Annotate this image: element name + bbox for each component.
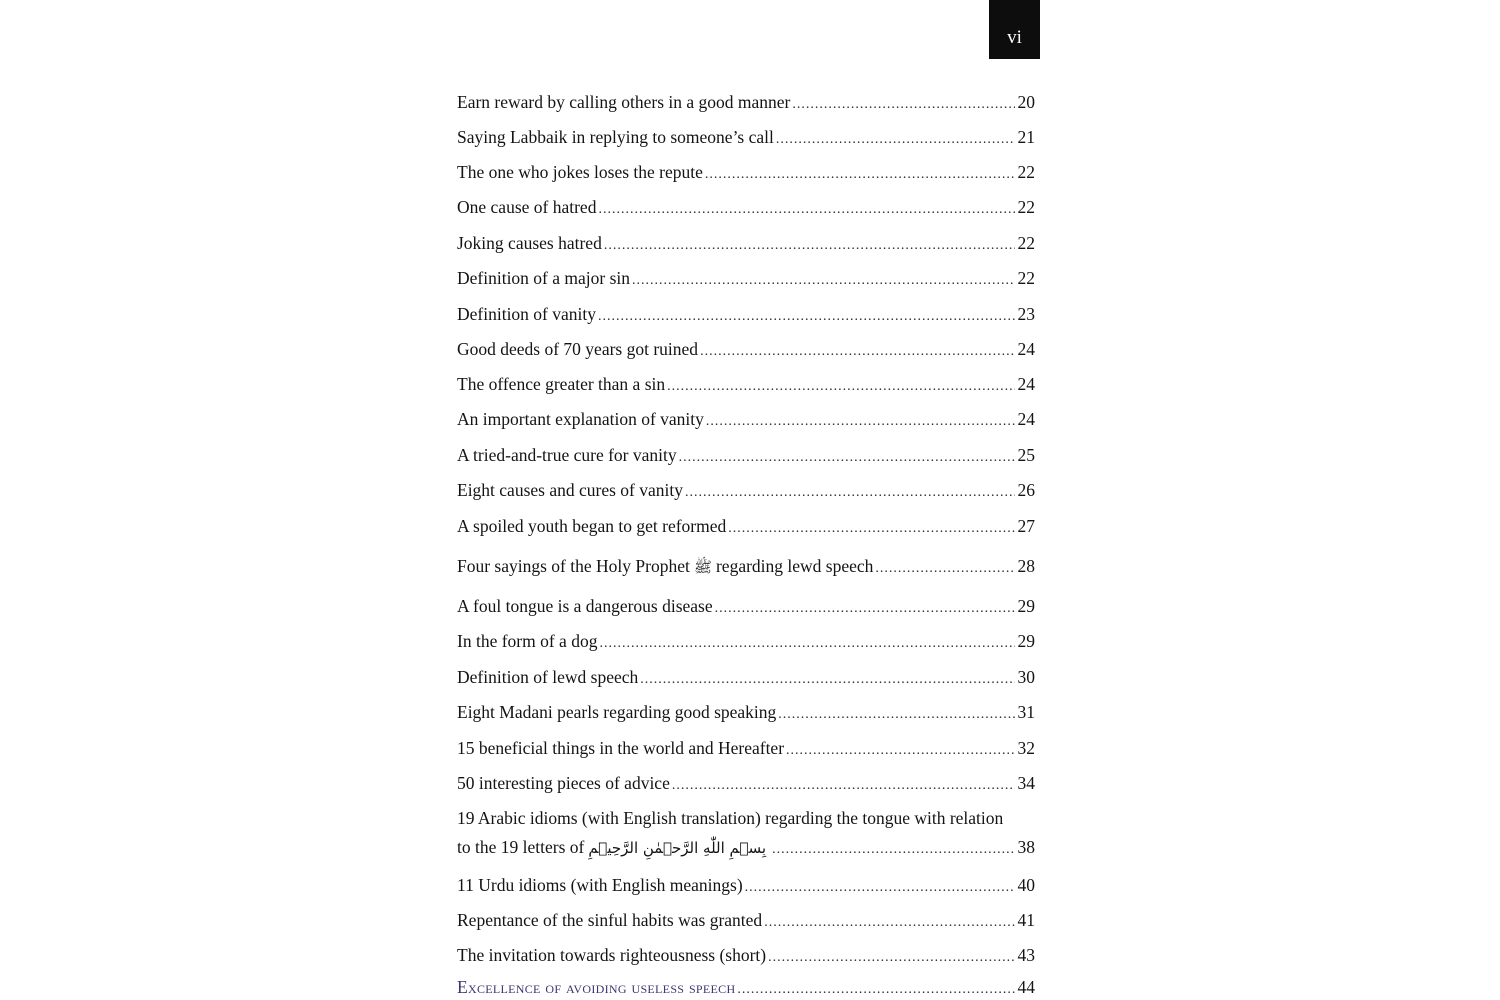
toc-entry[interactable] — [457, 513, 1035, 539]
toc-entry-title: The invitation towards righteousness (short) — [457, 945, 767, 965]
toc-entry[interactable] — [457, 942, 1035, 968]
toc-entry[interactable] — [457, 735, 1035, 761]
dot-leader — [728, 516, 1014, 542]
toc-entry-title: One cause of hatred — [457, 197, 597, 217]
toc-entry-page: 27 — [1017, 516, 1035, 536]
toc-entry[interactable] — [457, 805, 1035, 861]
toc-entry[interactable] — [457, 477, 1035, 503]
toc-entry-page: 40 — [1017, 875, 1035, 895]
toc-entry-page: 23 — [1017, 304, 1035, 324]
toc-entry-title — [457, 553, 873, 580]
toc-entry-title: A tried-and-true cure for vanity — [457, 445, 677, 465]
dot-leader — [706, 409, 1015, 435]
dot-leader — [632, 268, 1014, 294]
toc-entry[interactable] — [457, 265, 1035, 291]
dot-leader — [604, 233, 1015, 259]
dot-leader — [598, 197, 1014, 223]
toc-entry-page: 24 — [1017, 339, 1035, 359]
toc-entry[interactable] — [457, 89, 1035, 115]
bismillah-glyph: بِسۡمِ اللّٰهِ الرَّحۡمٰنِ الرَّحِيۡمِ — [588, 839, 767, 857]
dot-leader — [679, 445, 1015, 471]
toc-entry[interactable] — [457, 301, 1035, 327]
toc-entry-page: 22 — [1017, 268, 1035, 288]
toc-entry-page: 24 — [1017, 374, 1035, 394]
toc-entry[interactable] — [457, 159, 1035, 185]
toc-entry-page: 22 — [1017, 162, 1035, 182]
toc-entry-title: A foul tongue is a dangerous disease — [457, 596, 713, 616]
toc-entry-title-part: regarding lewd speech — [715, 556, 874, 576]
toc-entry[interactable] — [457, 593, 1035, 619]
toc-entry-title: The one who jokes loses the repute — [457, 162, 703, 182]
toc-entry-title: Repentance of the sinful habits was granted — [457, 910, 763, 930]
toc-entry-title: Definition of vanity — [457, 304, 597, 324]
toc-entry[interactable] — [457, 699, 1035, 725]
toc-entry[interactable] — [457, 230, 1035, 256]
toc-entry-page: 21 — [1017, 127, 1035, 147]
toc-entry-page: 26 — [1017, 480, 1035, 500]
dot-leader — [764, 910, 1014, 936]
dot-leader — [745, 875, 1015, 901]
toc-entry-title: 15 beneficial things in the world and Hereafter — [457, 738, 785, 758]
toc-entry-title-line2 — [457, 833, 1035, 861]
toc-entry-page: 41 — [1017, 910, 1035, 930]
toc-entry-page: 31 — [1017, 702, 1035, 722]
toc-entry-page: 43 — [1017, 945, 1035, 965]
toc-entry[interactable] — [457, 124, 1035, 150]
dot-leader — [737, 977, 1014, 1000]
toc-entry[interactable] — [457, 770, 1035, 796]
toc-entry-title: 11 Urdu idioms (with English meanings) — [457, 875, 743, 895]
toc-entry-page: 22 — [1017, 197, 1035, 217]
toc-entry[interactable] — [457, 553, 1035, 579]
toc-entry-page: 30 — [1017, 667, 1035, 687]
toc-entry-page: 38 — [1017, 837, 1035, 857]
dot-leader — [772, 836, 1014, 864]
toc-entry-title: Eight Madani pearls regarding good speaking — [457, 702, 777, 722]
toc-entry-title: Excellence of avoiding useless speech — [457, 977, 736, 997]
toc-entry-page: 25 — [1017, 445, 1035, 465]
toc-entry-page: 44 — [1017, 977, 1035, 997]
toc-entry-page: 34 — [1017, 773, 1035, 793]
dot-leader — [776, 127, 1015, 153]
toc-entry-title-part: Four sayings of the Holy Prophet — [457, 556, 690, 576]
toc-entry-title: Eight causes and cures of vanity — [457, 480, 683, 500]
dot-leader — [672, 773, 1015, 799]
page-number: vi — [1007, 27, 1022, 48]
toc-entry[interactable] — [457, 872, 1035, 898]
toc-entry-page: 22 — [1017, 233, 1035, 253]
toc-entry[interactable] — [457, 336, 1035, 362]
dot-leader — [778, 702, 1014, 728]
toc-entry-title: In the form of a dog — [457, 631, 598, 651]
toc-entry-title: Good deeds of 70 years got ruined — [457, 339, 699, 359]
toc-entry-title-part: to the 19 letters of — [457, 837, 585, 857]
toc-entry-page: 29 — [1017, 631, 1035, 651]
toc-entry-title: Definition of lewd speech — [457, 667, 639, 687]
dot-leader — [792, 92, 1014, 118]
dot-leader — [715, 596, 1015, 622]
toc-entry-title: 50 interesting pieces of advice — [457, 773, 670, 793]
toc-entry[interactable] — [457, 442, 1035, 468]
dot-leader — [768, 945, 1014, 971]
toc-entry[interactable] — [457, 907, 1035, 933]
toc-entry[interactable] — [457, 371, 1035, 397]
toc-entry-page: 24 — [1017, 409, 1035, 429]
toc-entry-title: The offence greater than a sin — [457, 374, 666, 394]
toc-entry[interactable] — [457, 194, 1035, 220]
dot-leader — [598, 304, 1014, 330]
toc-entry-page: 29 — [1017, 596, 1035, 616]
dot-leader — [875, 556, 1014, 582]
dot-leader — [685, 480, 1015, 506]
toc-entry-page: 32 — [1017, 738, 1035, 758]
toc-entry-title: Definition of a major sin — [457, 268, 631, 288]
dot-leader — [640, 667, 1014, 693]
toc-entry[interactable] — [457, 628, 1035, 654]
toc-section-heading[interactable] — [457, 974, 1035, 1000]
toc-entry-title-line1: 19 Arabic idioms (with English translation) regarding the tongue with relation — [457, 808, 1004, 828]
toc-entry-page: 20 — [1017, 92, 1035, 112]
toc-entry-page: 28 — [1017, 556, 1035, 576]
dot-leader — [786, 738, 1014, 764]
dot-leader — [700, 339, 1014, 365]
dot-leader — [667, 374, 1014, 400]
dot-leader — [705, 162, 1015, 188]
toc-entry-title: Earn reward by calling others in a good manner — [457, 92, 791, 112]
toc-entry-title: A spoiled youth began to get reformed — [457, 516, 727, 536]
toc-entry[interactable] — [457, 406, 1035, 432]
toc-entry-title: Saying Labbaik in replying to someone’s call — [457, 127, 774, 147]
toc-entry[interactable] — [457, 664, 1035, 690]
dot-leader — [599, 631, 1014, 657]
salutation-glyph: ﷺ — [693, 558, 712, 576]
toc-entry-title: An important explanation of vanity — [457, 409, 704, 429]
page-number-tab — [989, 0, 1040, 59]
toc-entry-title — [457, 833, 770, 862]
toc-entry-title: Joking causes hatred — [457, 233, 602, 253]
